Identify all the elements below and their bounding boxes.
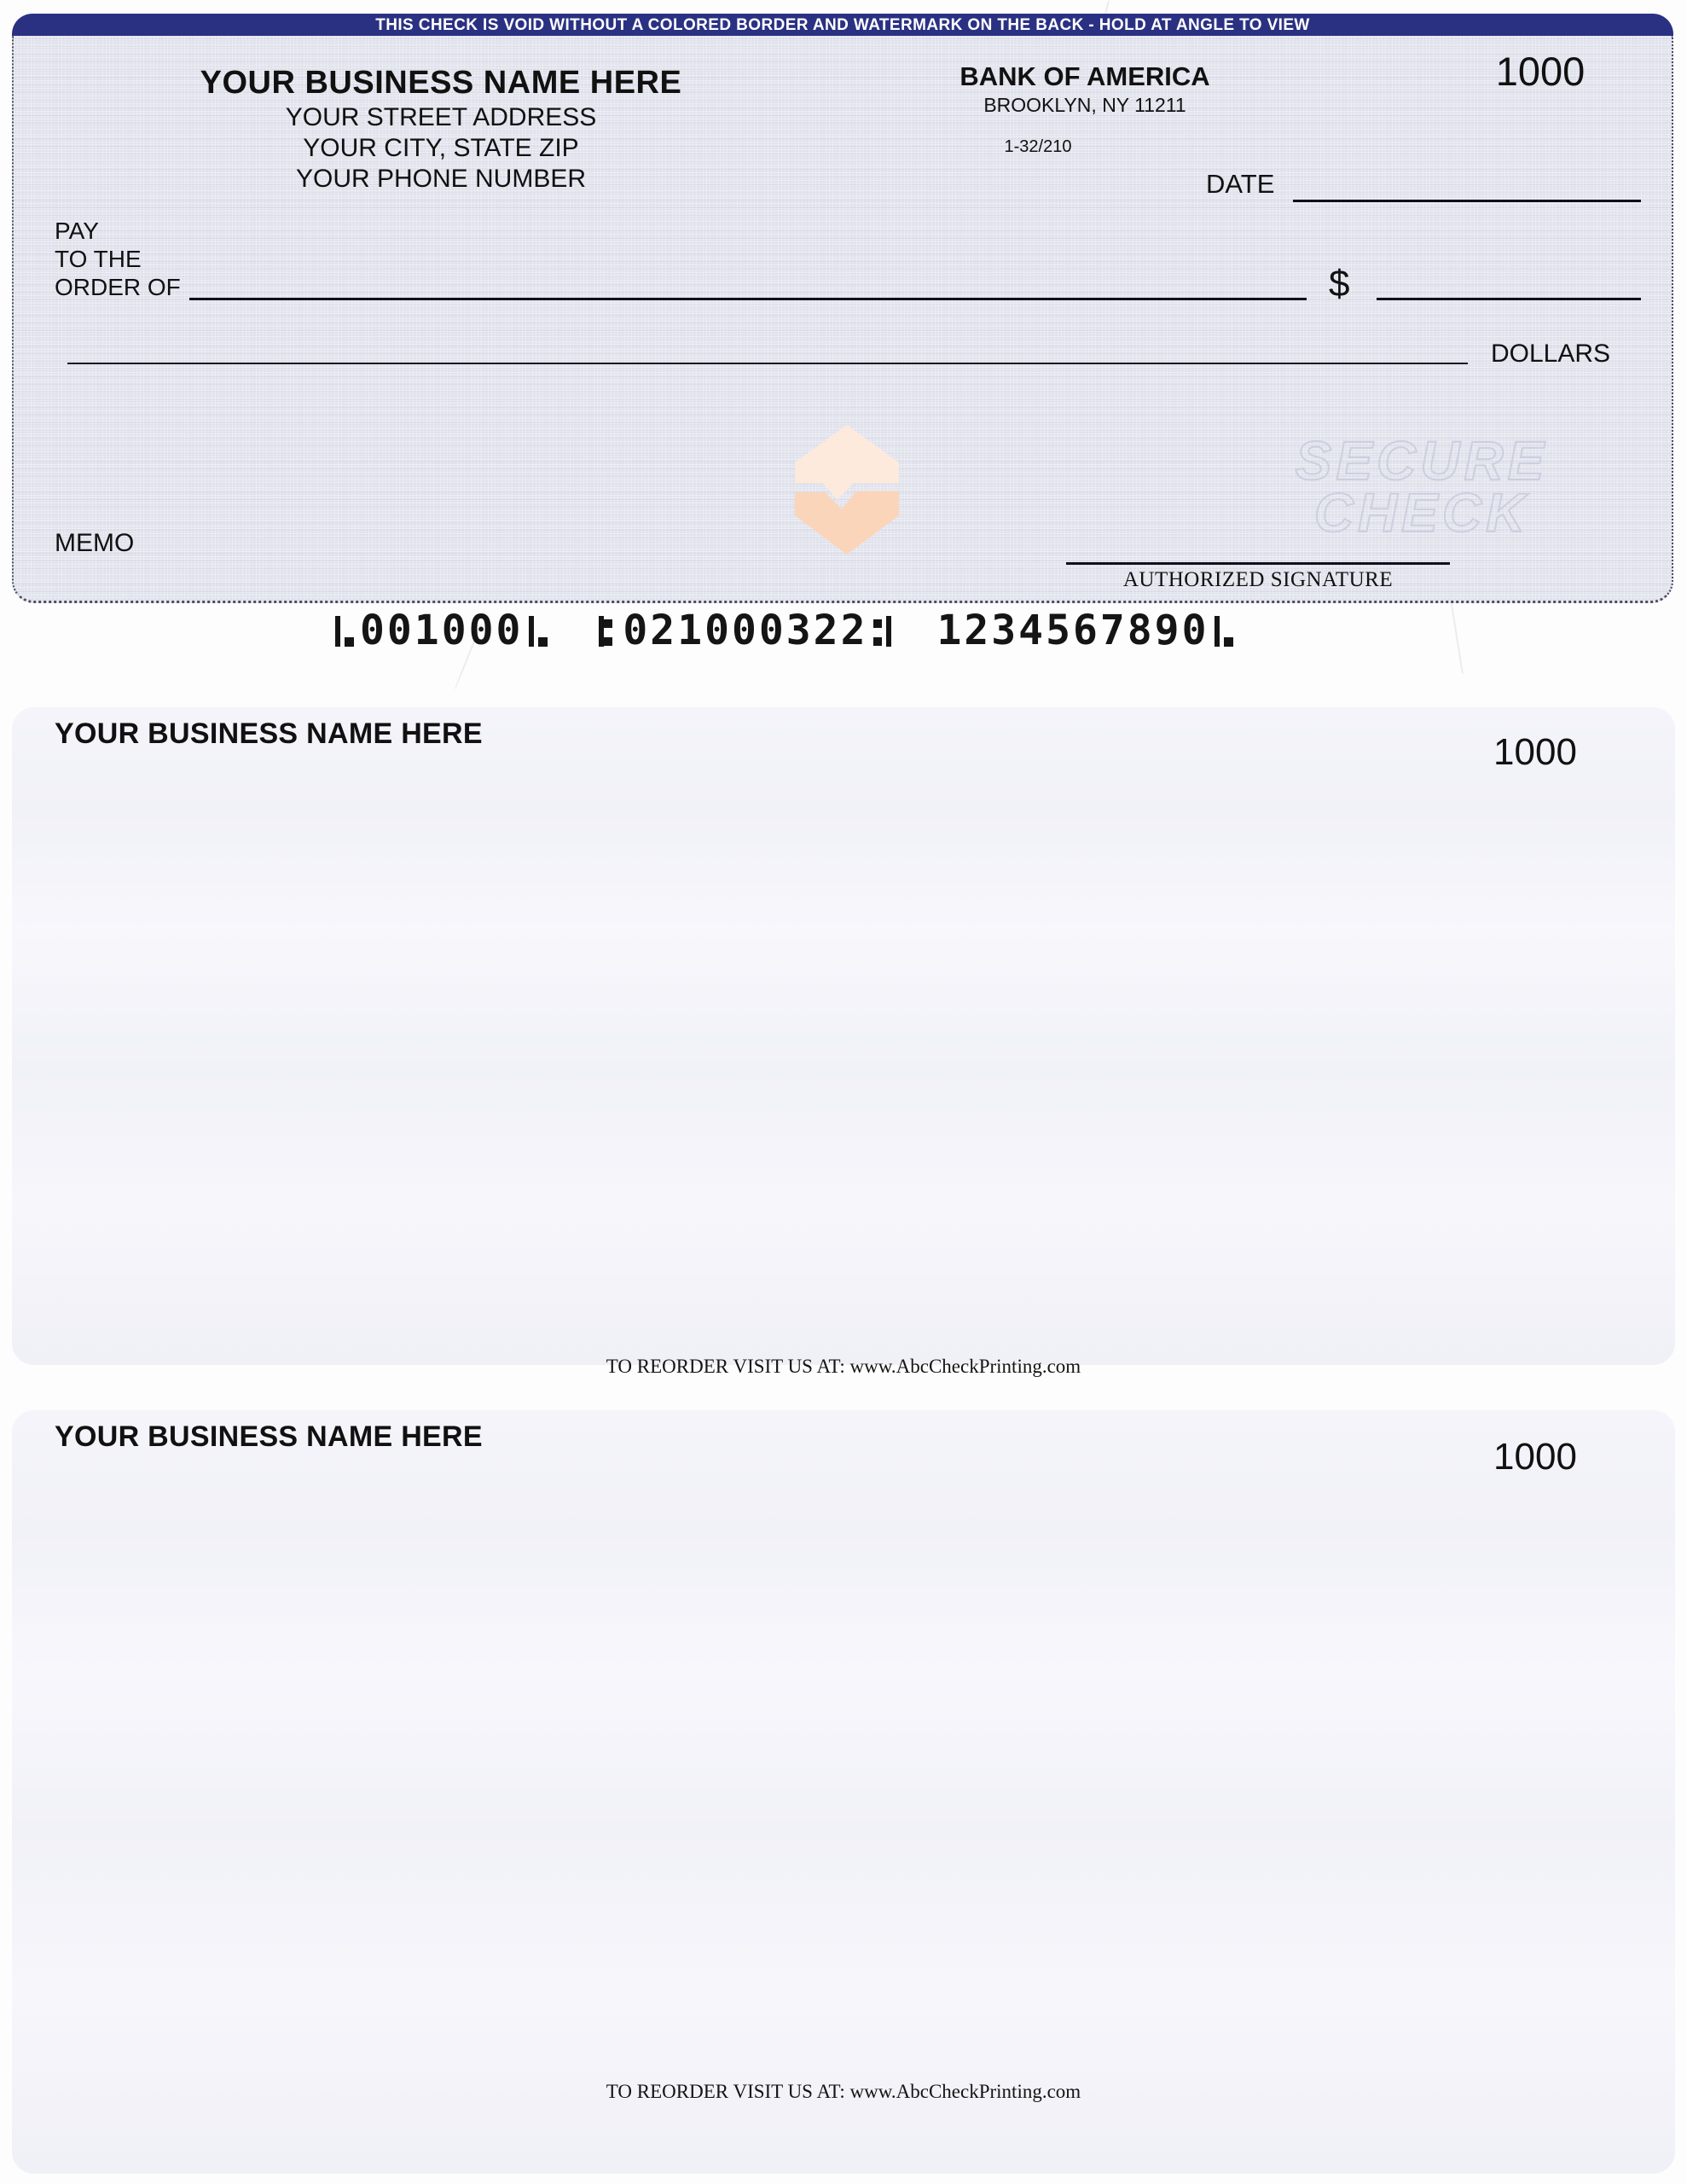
micr-account-number: 1234567890 [936, 607, 1209, 654]
dollars-label: DOLLARS [1491, 340, 1611, 368]
amount-words-line [67, 363, 1468, 364]
signature-line [1066, 562, 1450, 565]
micr-transit-icon [873, 614, 891, 647]
void-warning-banner: THIS CHECK IS VOID WITHOUT A COLORED BORDER AND WATERMARK ON THE BACK - HOLD AT ANGLE TO VIEW [12, 14, 1673, 36]
dollar-sign: $ [1329, 263, 1350, 305]
stub-bottom [12, 1410, 1675, 2174]
check-body [12, 36, 1673, 603]
secure-emblem-logo [795, 425, 899, 555]
business-street: YOUR STREET ADDRESS [285, 103, 597, 131]
authorized-signature-label: AUTHORIZED SIGNATURE [1122, 568, 1394, 591]
stub-top [12, 707, 1675, 1377]
check [12, 14, 1673, 602]
micr-routing-number: 021000322 [623, 607, 868, 654]
watermark-line-2: CHECK [1313, 482, 1530, 543]
pay-line-2: TO THE [55, 246, 142, 272]
pay-line-1: PAY [55, 218, 99, 244]
memo-label: MEMO [55, 529, 135, 557]
business-phone: YOUR PHONE NUMBER [295, 165, 587, 193]
date-label: DATE [1206, 169, 1275, 199]
stub-business-name: YOUR BUSINESS NAME HERE [55, 1420, 483, 1453]
micr-line [329, 607, 1239, 654]
amount-line [1377, 298, 1641, 300]
micr-onus-icon [335, 614, 354, 647]
business-city: YOUR CITY, STATE ZIP [303, 134, 579, 162]
micr-check-number: 001000 [360, 607, 524, 654]
bank-name: BANK OF AMERICA [959, 61, 1210, 91]
date-line [1293, 200, 1641, 202]
micr-onus-icon [1215, 614, 1233, 647]
reorder-notice: TO REORDER VISIT US AT: www.AbcCheckPrinting.com [606, 2081, 1081, 2102]
bank-fraction-code: 1-32/210 [1004, 137, 1072, 156]
micr-transit-icon [599, 614, 617, 647]
check-number: 1000 [1495, 49, 1586, 94]
business-address-block [142, 65, 739, 194]
payee-line [189, 298, 1307, 300]
watermark-line-1: SECURE [1295, 430, 1549, 491]
business-name: YOUR BUSINESS NAME HERE [200, 65, 682, 101]
pay-to-the-order-of-label [55, 217, 181, 301]
bank-block [855, 61, 1315, 157]
secure-check-watermark [1247, 430, 1597, 543]
stub-check-number: 1000 [1493, 731, 1577, 773]
stub-business-name: YOUR BUSINESS NAME HERE [55, 717, 483, 750]
reorder-notice: TO REORDER VISIT US AT: www.AbcCheckPrinting.com [606, 1356, 1081, 1377]
stub-check-number: 1000 [1493, 1436, 1577, 1478]
pay-line-3: ORDER OF [55, 274, 181, 300]
bank-location: BROOKLYN, NY 11211 [983, 94, 1186, 116]
micr-onus-icon [529, 614, 548, 647]
